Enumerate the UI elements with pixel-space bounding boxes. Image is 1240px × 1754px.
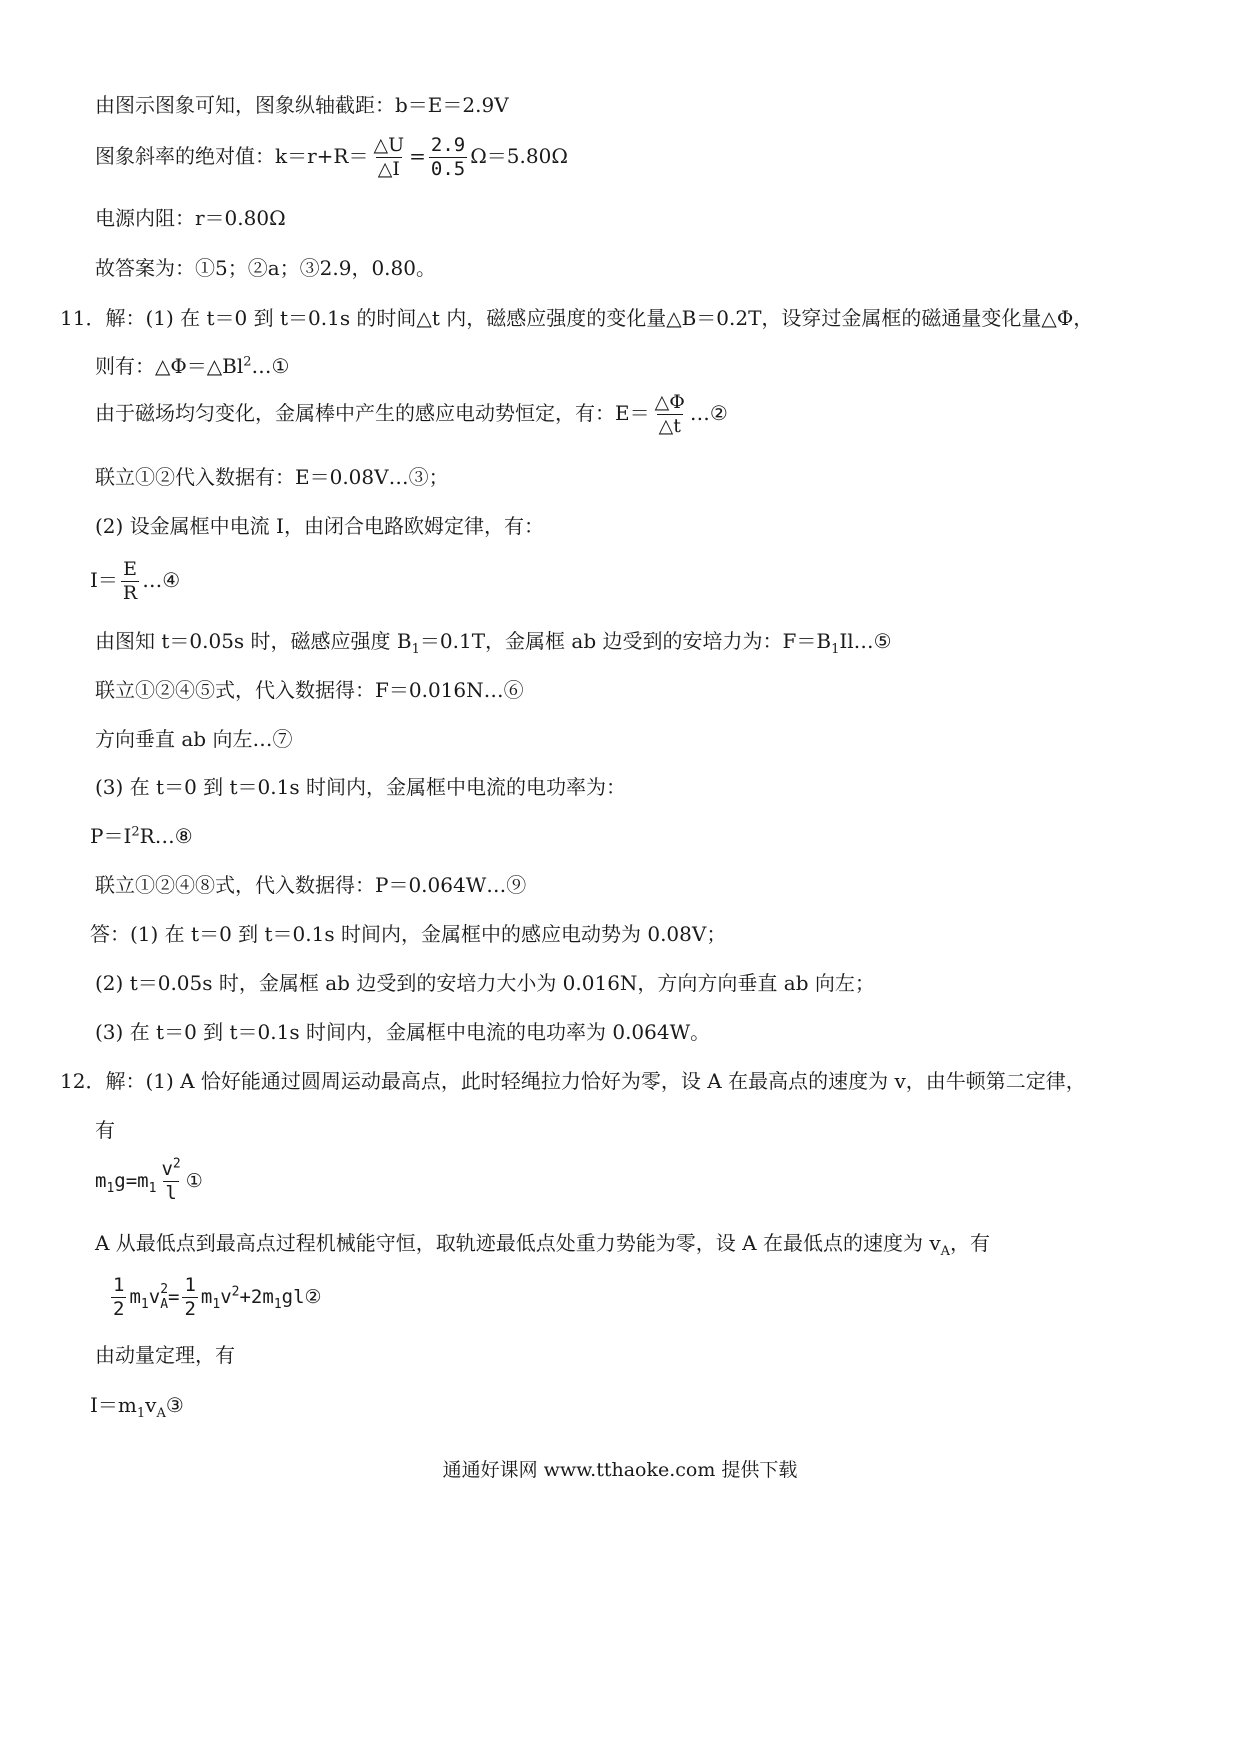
text: m [129, 1286, 141, 1308]
text-line [90, 1393, 184, 1421]
denominator: 2 [184, 1298, 196, 1320]
subscript: 1 [136, 1406, 146, 1421]
numerator: △Φ [654, 391, 685, 413]
text: m [200, 1286, 213, 1308]
text: ③ [165, 1393, 184, 1417]
subscript: 1 [106, 1180, 115, 1196]
text-line: 联立①②④⑤式，代入数据得：F＝0.016N…⑥ [95, 678, 524, 702]
denominator: 2 [113, 1298, 125, 1320]
text: 由于磁场均匀变化，金属棒中产生的感应电动势恒定，有：E＝ [95, 401, 650, 425]
text: Il…⑤ [839, 629, 892, 653]
fraction [372, 136, 407, 179]
slope-formula-line [95, 136, 568, 179]
text: g=m [114, 1170, 149, 1192]
footer-credit: 通通好课网 www.tthaoke.com 提供下载 [442, 1459, 798, 1481]
text: ① [185, 1170, 203, 1192]
text: 由图知 t＝0.05s 时，磁感应强度 B [95, 629, 412, 653]
subscript: A [160, 1296, 169, 1312]
text: P＝I [90, 824, 132, 848]
subscript: 1 [831, 642, 840, 657]
text-line: 联立①②④⑧式，代入数据得：P＝0.064W…⑨ [95, 873, 527, 897]
text: I＝m [90, 1393, 137, 1417]
fraction [429, 136, 467, 179]
text-line: 由动量定理，有 [95, 1343, 235, 1367]
current-formula-line [90, 560, 180, 603]
text: …① [251, 354, 290, 378]
superscript: 2 [172, 1156, 181, 1172]
text: v [148, 1286, 161, 1308]
text: 则有：△Φ＝△Bl [95, 354, 244, 378]
numerator: 1 [113, 1274, 125, 1296]
text: +2m [239, 1286, 274, 1308]
text-line: 联立①②代入数据有：E＝0.08V…③； [95, 465, 449, 489]
text-line: 电源内阻：r＝0.80Ω [95, 206, 286, 230]
fraction [653, 393, 687, 436]
text: gl② [281, 1286, 322, 1308]
subscript: 1 [140, 1296, 149, 1312]
numerator [159, 1156, 182, 1181]
text-line: 答：(1) 在 t＝0 到 t＝0.1s 时间内，金属框中的感应电动势为 0.08V； [90, 922, 727, 946]
fraction [121, 560, 139, 603]
text: v [145, 1393, 157, 1417]
text: …④ [142, 568, 181, 592]
question-12-heading: 12．解：(1) A 恰好能通过圆周运动最高点，此时轻绳拉力恰好为零，设 A 在最高点的速度为 v，由牛顿第二定律， [60, 1069, 1086, 1093]
text-line: 方向垂直 ab 向左…⑦ [95, 727, 293, 751]
question-11-heading: 11．解：(1) 在 t＝0 到 t＝0.1s 的时间△t 内，磁感应强度的变化量△B＝0.2T，设穿过金属框的磁通量变化量△Φ， [60, 306, 1094, 330]
text: 图象斜率的绝对值：k＝r+R＝ [95, 144, 369, 168]
text: A 从最低点到最高点过程机械能守恒，取轨迹最低点处重力势能为零，设 A 在最低点的速度为 v [95, 1231, 941, 1255]
text-line [90, 826, 193, 846]
subscript: 1 [411, 642, 420, 657]
subscript: A [156, 1406, 166, 1421]
superscript: 2 [131, 824, 140, 840]
text-line: (3) 在 t＝0 到 t＝0.1s 时间内，金属框中电流的电功率为： [95, 775, 626, 799]
text: = [168, 1286, 180, 1308]
fraction [159, 1156, 182, 1204]
numerator: △U [373, 134, 405, 156]
denominator: △t [658, 415, 681, 437]
text: m [95, 1170, 107, 1192]
text: Ω＝5.80Ω [470, 144, 568, 168]
superscript: 2 [160, 1282, 169, 1298]
denominator: R [122, 582, 138, 604]
text-line: 有 [95, 1118, 115, 1142]
text: …② [689, 401, 728, 425]
text-line: 由图示图象可知，图象纵轴截距：b＝E＝2.9V [95, 93, 509, 117]
text: v [161, 1158, 173, 1180]
newton-formula-line [95, 1156, 203, 1204]
text-line: (2) t＝0.05s 时，金属框 ab 边受到的安培力大小为 0.016N，方向方向垂直 ab 向左； [95, 971, 875, 995]
text-line: (2) 设金属框中电流 I，由闭合电路欧姆定律，有： [95, 514, 544, 538]
superscript: 2 [231, 1284, 240, 1300]
text-line [95, 1231, 991, 1259]
subscript: 1 [273, 1296, 282, 1312]
denominator: 0.5 [430, 158, 466, 180]
text: = [409, 144, 426, 168]
text-line: 故答案为：①5；②a；③2.9，0.80。 [95, 256, 436, 280]
text: I＝ [90, 568, 118, 592]
text-line [95, 629, 892, 657]
subscript: A [940, 1244, 951, 1259]
text: v [220, 1286, 232, 1308]
text-line: (3) 在 t＝0 到 t＝0.1s 时间内，金属框中电流的电功率为 0.064W。 [95, 1020, 711, 1044]
text: ＝0.1T，金属框 ab 边受到的安培力为：F＝B [419, 629, 832, 653]
fraction [111, 1276, 126, 1319]
subscript: 1 [148, 1180, 157, 1196]
denominator: l [165, 1182, 177, 1204]
text: R…⑧ [139, 824, 193, 848]
numerator: E [123, 558, 137, 580]
subscript: 1 [212, 1296, 221, 1312]
emf-formula-line [95, 393, 728, 436]
denominator: △I [377, 158, 400, 180]
energy-formula-line [108, 1276, 322, 1319]
superscript: 2 [243, 354, 252, 370]
text-line [95, 356, 289, 376]
text: ，有 [950, 1231, 991, 1255]
numerator: 2.9 [430, 134, 466, 156]
numerator: 1 [184, 1274, 196, 1296]
fraction [182, 1276, 197, 1319]
